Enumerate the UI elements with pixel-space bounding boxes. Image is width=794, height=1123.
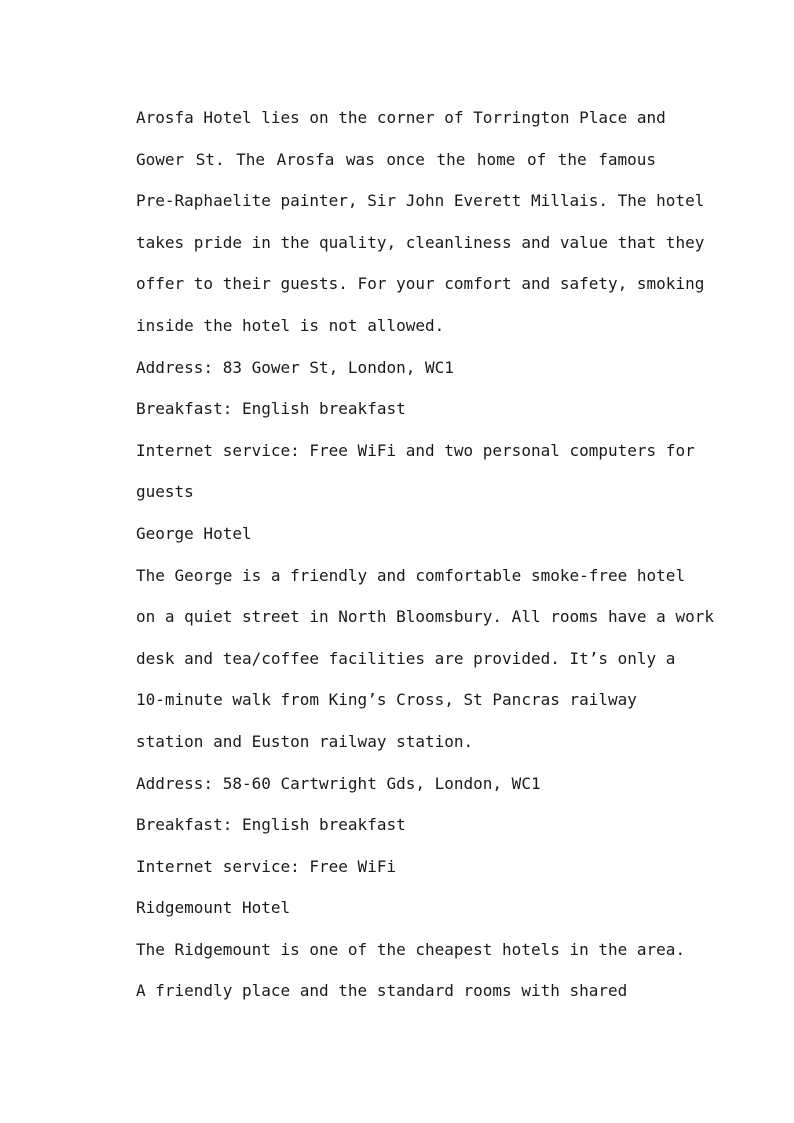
text-line: on a quiet street in North Bloomsbury. All rooms have a work <box>136 607 714 627</box>
text-line: station and Euston railway station. <box>136 731 474 751</box>
text-line: offer to their guests. For your comfort and safety, smoking <box>136 274 705 294</box>
text-line: 10-minute walk from King’s Cross, St Pancras railway <box>136 690 637 710</box>
text-line: Breakfast: English breakfast <box>136 815 406 835</box>
hotel-heading: Ridgemount Hotel <box>136 898 291 918</box>
text-line: Address: 83 Gower St, London, WC1 <box>136 357 454 377</box>
document-page <box>136 97 714 1012</box>
text-line: Internet service: Free WiFi and two personal computers for <box>136 440 695 460</box>
text-line: guests <box>136 482 194 502</box>
text-line: The Ridgemount is one of the cheapest hotels in the area. <box>136 939 686 959</box>
text-line: Pre-Raphaelite painter, Sir John Everett Millais. The hotel <box>136 191 705 211</box>
text-line: inside the hotel is not allowed. <box>136 315 445 335</box>
hotel-heading: George Hotel <box>136 523 252 543</box>
text-line: Breakfast: English breakfast <box>136 399 406 419</box>
text-line: takes pride in the quality, cleanliness and value that they <box>136 232 705 252</box>
text-line: Gower St. The Arosfa was once the home of the famous <box>136 149 656 169</box>
text-line: Arosfa Hotel lies on the corner of Torrington Place and <box>136 108 666 127</box>
text-line: A friendly place and the standard rooms with shared <box>136 981 628 1001</box>
text-line: desk and tea/coffee facilities are provided. It’s only a <box>136 648 676 668</box>
text-line: The George is a friendly and comfortable smoke-free hotel <box>136 565 686 585</box>
text-line: Internet service: Free WiFi <box>136 856 397 876</box>
text-line: Address: 58-60 Cartwright Gds, London, WC1 <box>136 773 541 793</box>
